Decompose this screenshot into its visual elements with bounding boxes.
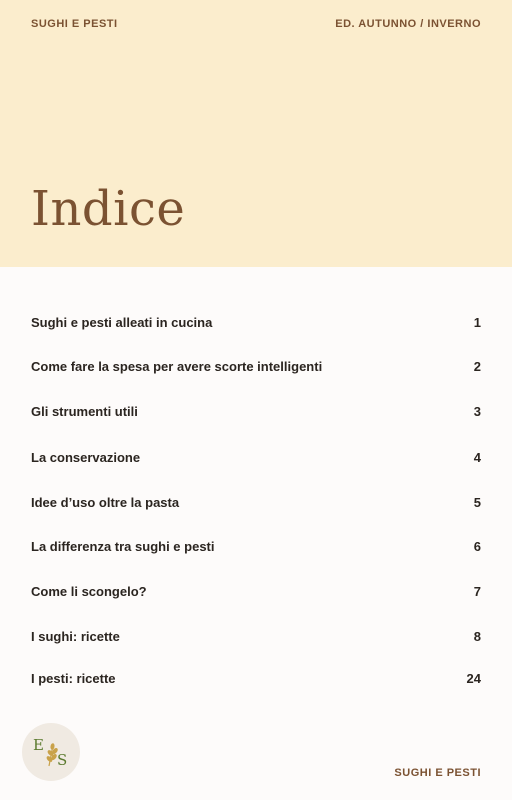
toc-entry[interactable]: [31, 495, 481, 515]
toc-entry-page: 1: [473, 315, 481, 330]
toc-entry-title: Come fare la spesa per avere scorte intelligenti: [31, 359, 323, 374]
wheat-monogram-icon: [22, 723, 80, 781]
publication-name: SUGHI E PESTI: [31, 18, 118, 30]
toc-entry-title: La conservazione: [31, 450, 141, 465]
toc-entry[interactable]: [31, 539, 481, 559]
toc-entry-title: I pesti: ricette: [31, 671, 116, 686]
toc-entry-page: 24: [466, 671, 481, 686]
logo-letter-s: S: [57, 751, 68, 769]
toc-entry-title: Gli strumenti utili: [31, 404, 138, 419]
toc-entry[interactable]: [31, 584, 481, 604]
toc-entry-page: 6: [473, 539, 481, 554]
toc-entry[interactable]: [31, 450, 481, 470]
toc-entry-title: Come li scongelo?: [31, 584, 147, 599]
toc-entry-page: 3: [473, 404, 481, 419]
toc-entry-title: La differenza tra sughi e pesti: [31, 539, 215, 554]
toc-entry-page: 4: [473, 450, 481, 465]
toc-entry[interactable]: [31, 315, 481, 335]
toc-entry-page: 8: [473, 629, 481, 644]
toc-entry[interactable]: [31, 404, 481, 424]
toc-entry-title: Idee d’uso oltre la pasta: [31, 495, 180, 510]
toc-entry-title: Sughi e pesti alleati in cucina: [31, 315, 213, 330]
toc-entry[interactable]: [31, 629, 481, 649]
toc-entry[interactable]: [31, 359, 481, 379]
toc-entry-page: 5: [473, 495, 481, 510]
page-title: Indice: [31, 181, 186, 237]
toc-entry-page: 7: [473, 584, 481, 599]
logo-letter-e: E: [33, 736, 44, 754]
edition-label: ED. AUTUNNO / INVERNO: [335, 18, 481, 30]
toc-entry-title: I sughi: ricette: [31, 629, 120, 644]
toc-entry[interactable]: [31, 671, 481, 691]
toc-entry-page: 2: [473, 359, 481, 374]
brand-logo: [22, 723, 80, 781]
footer-publication-name: SUGHI E PESTI: [394, 767, 481, 779]
